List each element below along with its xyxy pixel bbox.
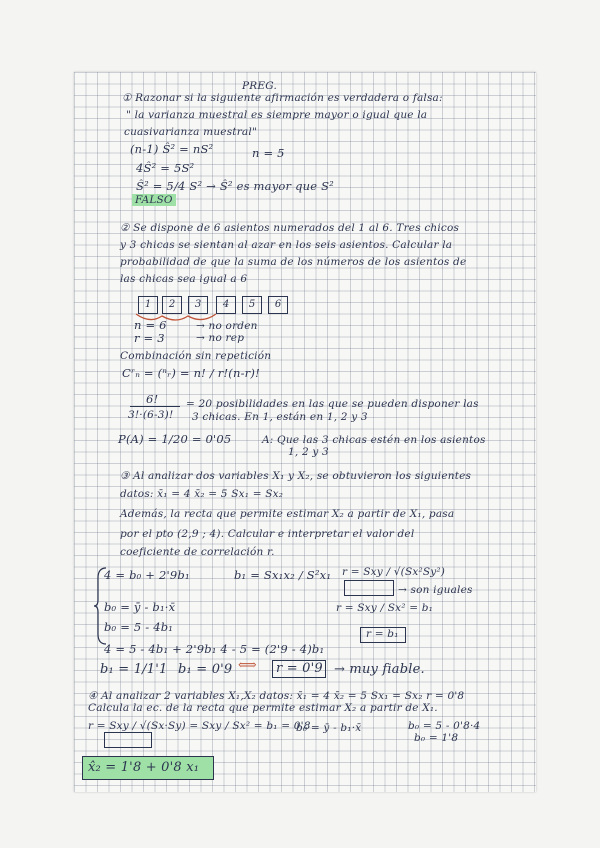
q1-formula-1b: n = 5 [252,146,285,160]
q4-final-answer: x̂₂ = 1'8 + 0'8 x₁ [88,760,200,775]
q2-combination-formula: Cʳₙ = (ⁿᵣ) = n! / r!(n-r)! [122,366,260,380]
page-header: PREG. [242,80,277,92]
q4-line-1: ④ Al analizar 2 variables X₁,X₂ datos: x̄₁ = 4 x̄₂ = 5 Sx₁ = Sx₂ r = 0'8 [88,690,465,702]
q3-step-3: b₀ = 5 - 4b₁ [104,620,174,634]
q2-line-2: y 3 chicas se sientan al azar en los seis asientos. Calcular la [120,239,453,251]
q3-line-2: datos: x̄₁ = 4 x̄₂ = 5 Sx₁ = Sx₂ [120,488,284,500]
q3-line-3: Además, la recta que permite estimar X₂ a partir de X₁, pasa [120,508,455,520]
q2-probability: P(A) = 1/20 = 0'05 [118,432,232,446]
q2-fraction-denominator: 3!·(6-3)! [128,409,174,421]
seat-box-5: 5 [242,296,262,314]
q1-formula-1: (n-1) Ŝ² = nS² [130,142,214,156]
q1-formula-3: Ŝ² = 5/4 S² → Ŝ² es mayor que S² [136,179,334,193]
q3-line-4: por el pto (2,9 ; 4). Calcular e interpretar el valor del [120,528,415,540]
q2-event-line-1: A: Que las 3 chicas estén en los asientos [262,434,486,446]
q2-line-1: ② Se dispone de 6 asientos numerados del 1 al 6. Tres chicos [120,222,460,234]
q3-line-5: coeficiente de correlación r. [120,546,275,558]
q3-line-1: ③ Al analizar dos variables X₁ y X₂, se obtuvieron los siguientes [120,470,472,482]
q4-root-box [104,732,152,748]
q1-line-1: ① Razonar si la siguiente afirmación es verdadera o falsa: [122,92,443,104]
seat-box-1: 1 [138,296,158,314]
seat-box-4: 4 [216,296,236,314]
q2-fraction-numerator: 6! [146,392,159,406]
q2-line-4: las chicas sea igual a 6 [120,273,248,285]
q1-formula-2: 4Ŝ² = 5S² [136,161,195,175]
seat-box-3: 3 [188,296,208,314]
q3-step-5b: b₁ = 0'9 [178,662,233,677]
q1-answer-highlight: FALSO [132,194,176,206]
q3-step-5c: r = 0'9 [276,661,323,676]
q2-result-line-1: = 20 posibilidades en las que se pueden disponer las [186,398,479,410]
q2-no-orden: → no orden [196,320,258,332]
q1-line-3: cuasivarianza muestral" [124,126,257,138]
q3-step-2: b₀ = ȳ - b₁·x̄ [104,600,176,614]
seat-box-6: 6 [268,296,288,314]
q3-step-2b: r = Sxy / Sx² = b₁ [336,602,434,614]
q3-step-1b: b₁ = Sx₁x₂ / S²x₁ [234,568,332,582]
q2-combination-title: Combinación sin repetición [120,350,272,362]
q2-event-line-2: 1, 2 y 3 [288,446,329,458]
q2-no-rep: → no rep [196,332,245,344]
q4-formula-1: r = Sxy / √(Sx·Sy) = Sxy / Sx² = b₁ = 0'8 [88,720,311,732]
q3-step-5: b₁ = 1/1'1 [100,662,168,677]
q4-formula-2: b₀ = ȳ - b₁·x̄ [296,722,362,734]
q4-formula-3: b₀ = 5 - 0'8·4 [408,720,481,732]
double-arrow-icon: ⟺ [238,658,257,673]
q3-step-5d: → muy fiable. [334,662,425,677]
q2-r-value: r = 3 [134,331,165,345]
q3-root-box [344,580,394,596]
graph-paper-sheet [74,72,536,792]
q2-line-3: probabilidad de que la suma de los números de los asientos de [120,256,467,268]
q4-formula-4: b₀ = 1'8 [414,732,459,744]
q3-step-4: 4 = 5 - 4b₁ + 2'9b₁ 4 - 5 = (2'9 - 4)b₁ [104,642,325,656]
q3-step-3b: r = b₁ [366,628,399,640]
q2-result-line-2: 3 chicas. En 1, están en 1, 2 y 3 [192,411,368,423]
q2-n-value: n = 6 [134,318,167,332]
q2-fraction-bar [130,406,180,407]
q3-step-1c: r = Sxy / √(Sx²Sy²) [342,566,446,578]
q1-line-2: " la varianza muestral es siempre mayor o igual que la [126,109,428,121]
q3-step-1: 4 = b₀ + 2'9b₁ [104,568,190,582]
q4-line-2: Calcula la ec. de la recta que permite estimar X₂ a partir de X₁. [88,702,438,714]
q3-step-1d: → son iguales [398,584,473,596]
seat-box-2: 2 [162,296,182,314]
